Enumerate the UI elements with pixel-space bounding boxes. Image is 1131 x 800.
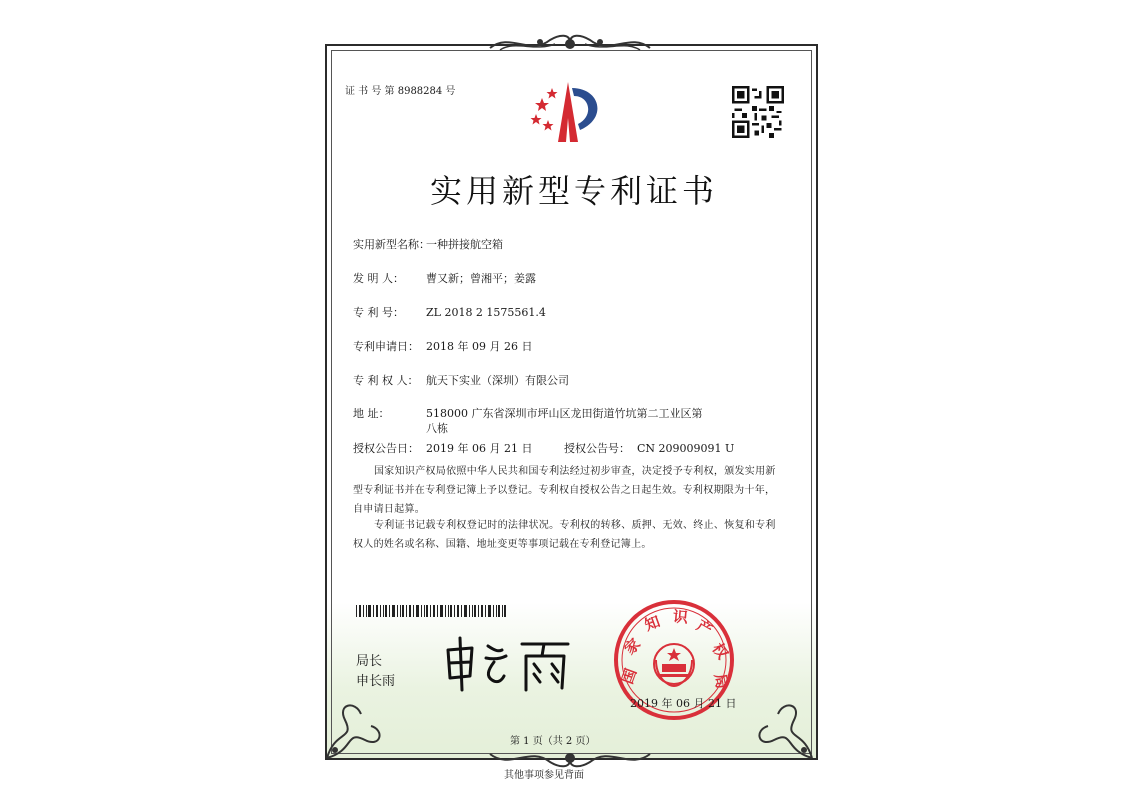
bottom-right-corner-ornament-icon xyxy=(744,690,814,760)
bottom-left-corner-ornament-icon xyxy=(325,690,395,760)
svg-text:家: 家 xyxy=(620,634,645,659)
statement-paragraph-2: 专利证书记载专利权登记时的法律状况。专利权的转移、质押、无效、终止、恢复和专利权人的姓名或名称、国籍、地址变更等事项记载在专利登记簿上。 xyxy=(353,520,776,550)
field-value: 518000 广东省深圳市坪山区龙田街道竹坑第二工业区第 xyxy=(426,407,703,420)
field-utility-model-name xyxy=(353,236,503,252)
certificate-title: 实用新型专利证书 xyxy=(429,172,718,210)
svg-text:知: 知 xyxy=(642,612,663,635)
field-filing-date xyxy=(353,338,532,354)
signer-name: 申长雨 xyxy=(356,674,396,689)
page-number: 第 1 页（共 2 页） xyxy=(510,736,596,747)
qr-code-icon xyxy=(732,86,784,138)
seal-date: 2019 年 06 月 21 日 xyxy=(630,697,737,710)
field-value: CN 209009091 U xyxy=(637,442,735,455)
field-label: 授权公告号： xyxy=(564,442,630,455)
svg-text:权: 权 xyxy=(708,639,732,663)
field-value: 航天下实业（深圳）有限公司 xyxy=(426,374,569,387)
field-grant-number xyxy=(564,440,734,456)
handwritten-signature-icon xyxy=(442,636,572,694)
field-label: 专 利 权 人： xyxy=(353,374,419,387)
field-address xyxy=(353,405,703,421)
field-label: 地 址： xyxy=(353,407,390,420)
cnipa-emblem-icon xyxy=(528,78,608,148)
field-grant-date xyxy=(353,440,532,456)
certificate-number: 证 书 号 第 8988284 号 xyxy=(345,86,456,97)
field-patentee xyxy=(353,372,569,388)
field-patent-number xyxy=(353,304,546,320)
statement-paragraph-1: 国家知识产权局依照中华人民共和国专利法经过初步审查，决定授予专利权，颁发实用新型专利证书并在专利登记簿上予以登记。专利权自授权公告之日起生效。专利权期限为十年，自申请日起算。 xyxy=(353,466,776,515)
svg-text:局: 局 xyxy=(710,672,732,691)
field-value: ZL 2018 2 1575561.4 xyxy=(426,306,546,319)
field-label: 授权公告日： xyxy=(353,442,419,455)
svg-text:识: 识 xyxy=(672,607,689,627)
svg-text:产: 产 xyxy=(693,616,716,640)
barcode-icon xyxy=(356,605,506,617)
field-value: 曹又新；曾湘平；姜露 xyxy=(426,272,536,285)
top-ornament-icon xyxy=(480,30,660,58)
field-address-line2: 八栋 xyxy=(426,422,448,435)
footer-note: 其他事项参见背面 xyxy=(504,770,584,781)
svg-text:国: 国 xyxy=(618,666,641,687)
field-label: 实用新型名称： xyxy=(353,238,430,251)
field-inventor xyxy=(353,270,536,286)
signer-title: 局长 xyxy=(356,654,383,669)
field-label: 专 利 号： xyxy=(353,306,404,319)
field-value: 一种拼接航空箱 xyxy=(426,238,503,251)
field-label: 发 明 人： xyxy=(353,272,404,285)
field-label: 专利申请日： xyxy=(353,340,419,353)
field-value: 2019 年 06 月 21 日 xyxy=(426,442,533,455)
field-value: 2018 年 09 月 26 日 xyxy=(426,340,533,353)
